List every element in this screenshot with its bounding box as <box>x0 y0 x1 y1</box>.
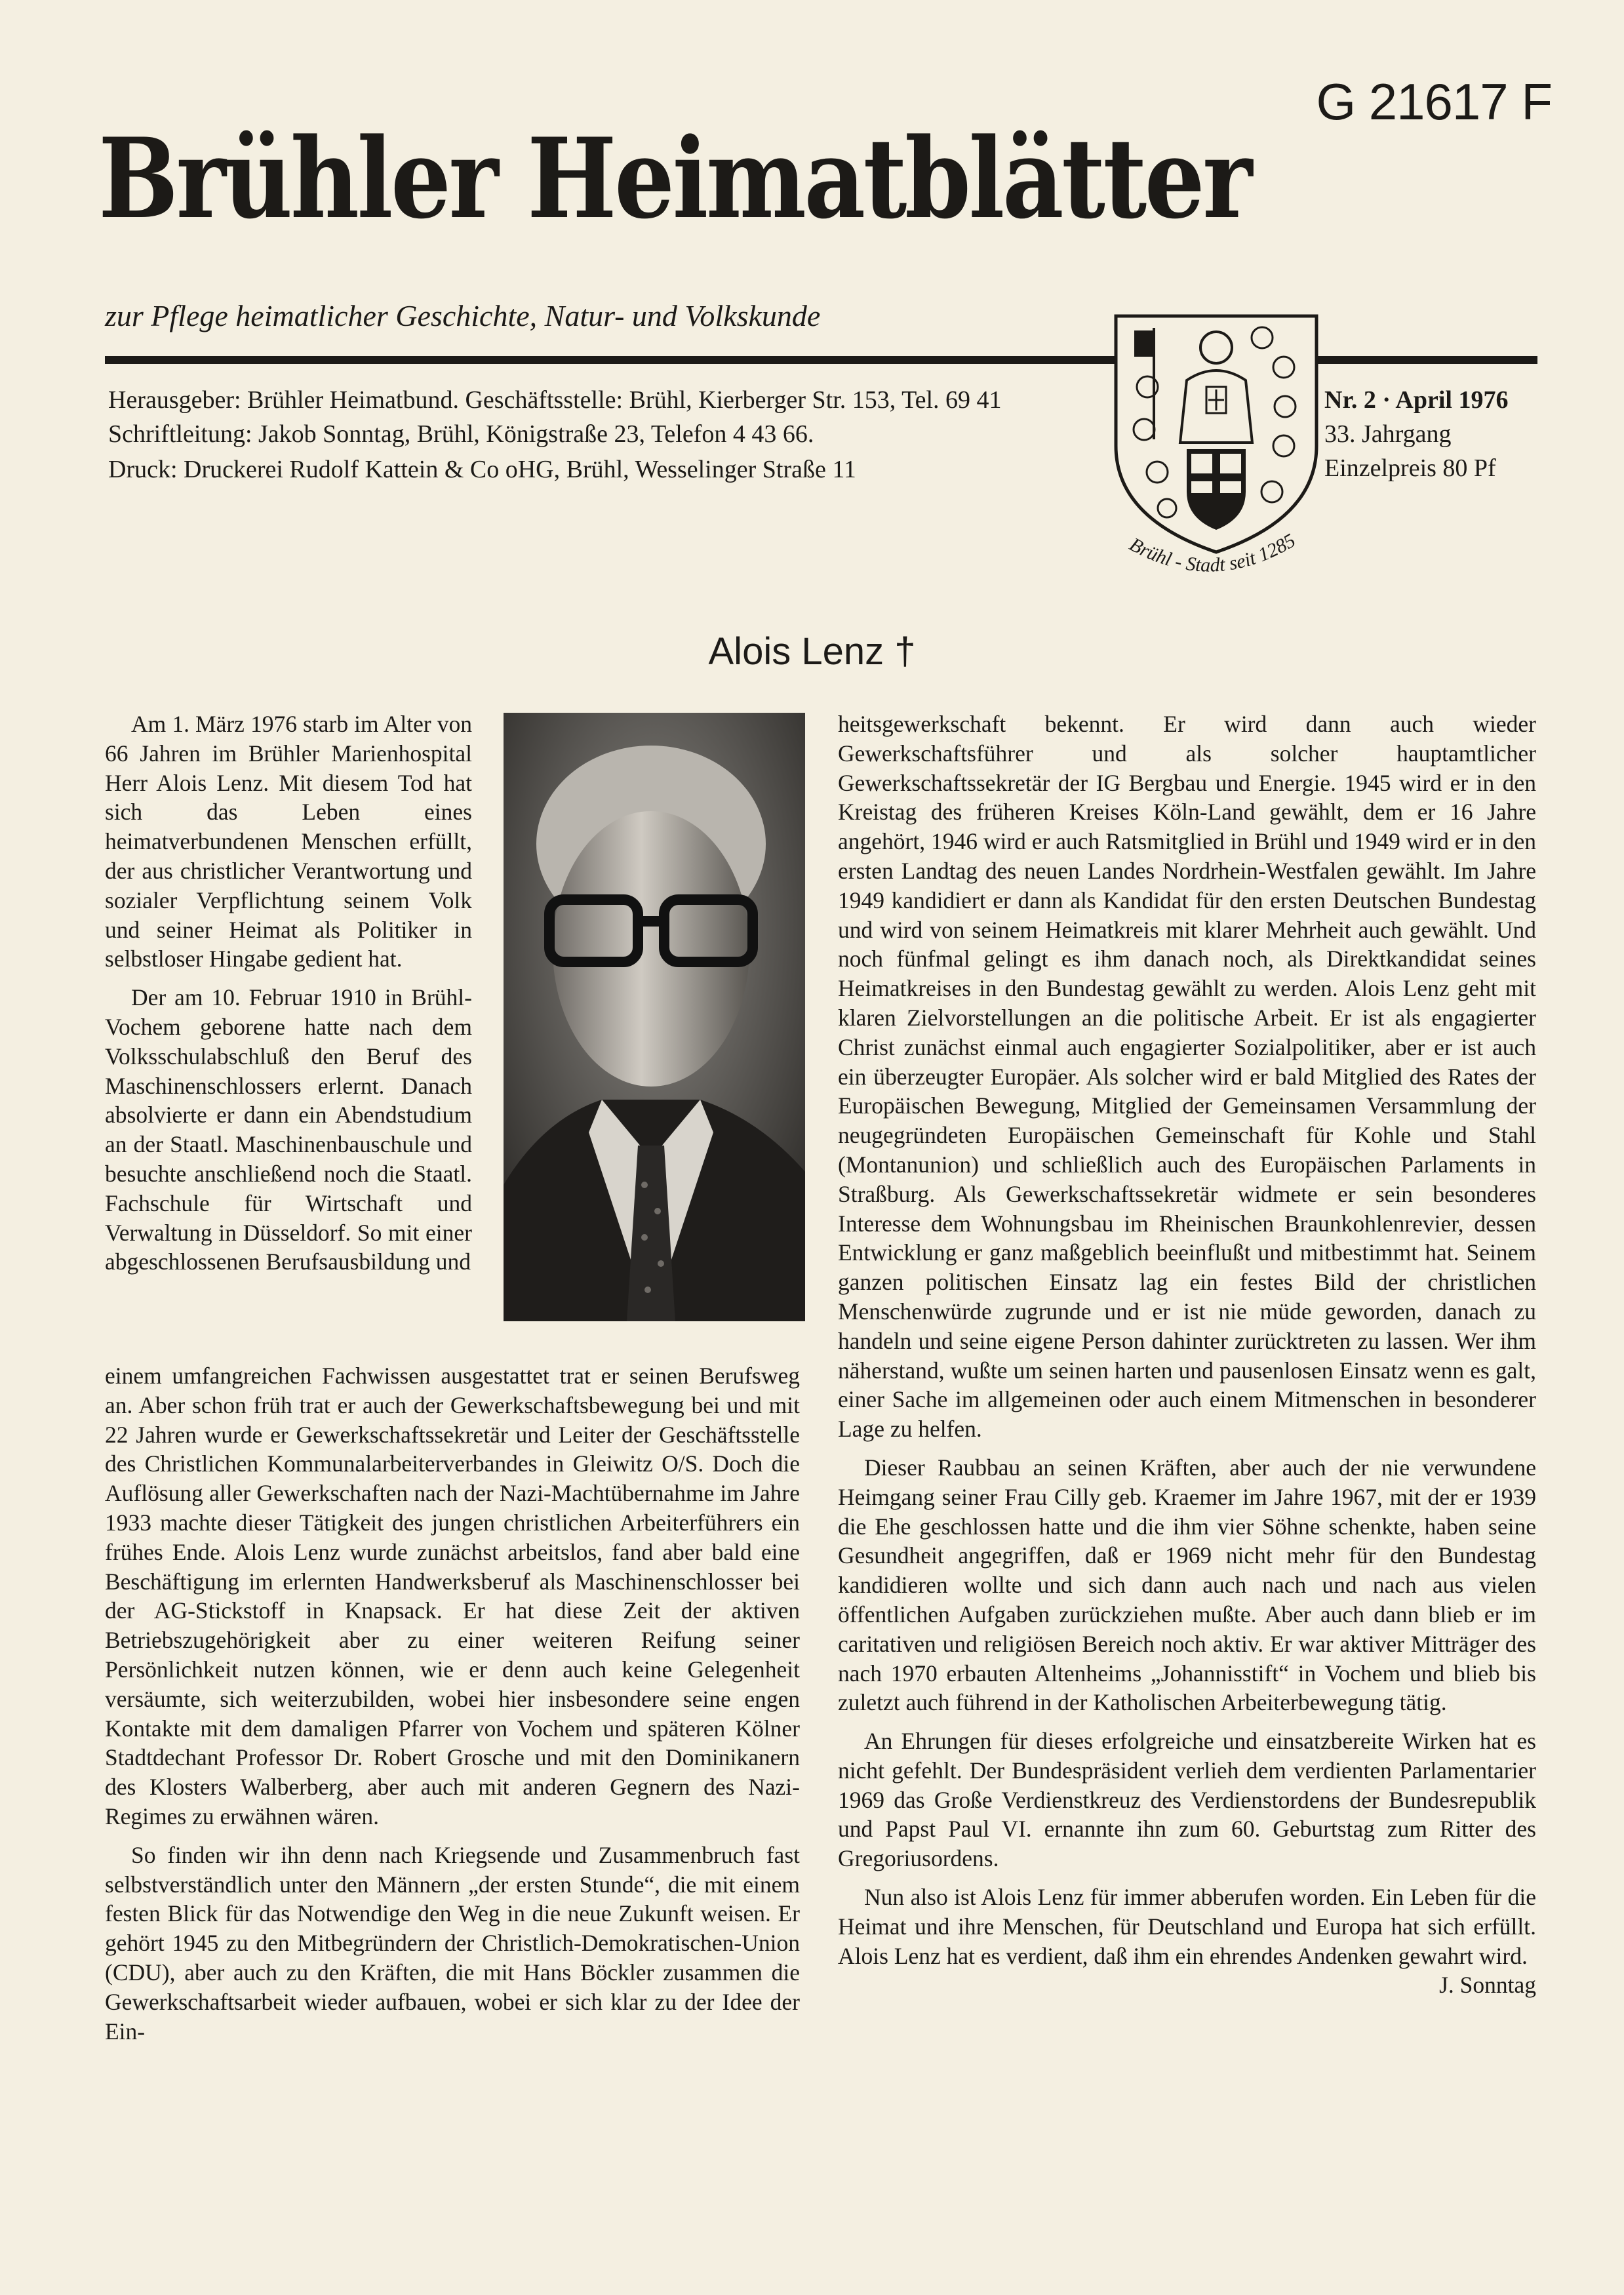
masthead-title: Brühler Heimatblätter <box>98 113 1250 243</box>
paragraph: Dieser Raubbau an seinen Kräften, aber auch der nie verwundene Heimgang seiner Frau Cilly geb. Kraemer im Jahre 1967, mit der er 1939 die Ehe geschlossen hatte und die ihm vier Söhne schenkte, haben seine Gesundheit angegriffen, daß er 1969 nicht mehr für den Bundestag kandidieren wollte und sich dann auch nach und nach aus vielen öffentlichen Aufgaben zurückziehen mußte. Aber auch dann blieb er im caritativen und religiösen Bereich noch aktiv. Er war aktiver Mitträger des nach 1970 erbauten Altenheims „Johannisstift“ in Vochem und blieb bis zuletzt auch führend in der Katholischen Arbeiterbewegung tätig. <box>838 1454 1536 1716</box>
imprint-printer: Druck: Druckerei Rudolf Kattein & Co oHG, Brühl, Wesselinger Straße 11 <box>108 456 856 483</box>
paragraph: heitsgewerkschaft bekennt. Er wird dann auch wieder Gewerkschaftsführer und als solcher hauptamtlicher Gewerkschaftssekretär der IG Bergbau und Energie. 1945 wird er in den Kreistag des früheren Kreises Köln-Land gewählt, dem er 16 Jahre angehört, 1946 wird er auch Ratsmitglied in Brühl und 1949 wird er in den ersten Landtag des neuen Landes Nordrhein-Westfalen gewählt. Im Jahre 1949 kandidiert er dann als Kandidat für den ersten Deutschen Bundestag und wird von seinem Heimatkreis mit klarer Mehrheit auch gewählt. Und noch fünfmal gelingt es ihm danach noch, als Direktkandidat seines Heimatkreises in den Bundestag gewählt zu werden. Alois Lenz geht mit klaren Zielvorstellungen an die politische Arbeit. Er ist als engagierter Christ zunächst einmal auch engagierter Sozialpolitiker, aber er ist auch ein überzeugter Europäer. Als solcher wird er bald Mitglied des Rates der Europäischen Bewegung, Mitglied der Gemeinsamen Versammlung der neugegründeten Europäischen Gemeinschaft für Kohle und Stahl (Montanunion) und schließlich auch des Europäischen Parlaments in Straßburg. Als Gewerkschaftssekretär widmete er sein besonderes Interesse dem Wohnungsbau im Rheinischen Braunkohlenrevier, dessen Entwicklung er ganz maßgeblich beeinflußt und mitbestimmt hat. Seinem ganzen politischen Einsatz lag ein festes Bild der christlichen Menschenwürde zugrunde und er ist nie müde geworden, danach zu handeln und seine eigene Person dahinter zurücktreten zu lassen. Wer ihm näherstand, wußte um seinen harten und pausenlosen Einsatz wenn es galt, einer Sache im allgemeinen oder auch einem Mitmenschen in besonderer Lage zu helfen. <box>838 711 1536 1443</box>
masthead-subtitle: zur Pflege heimatlicher Geschichte, Natur- und Volkskunde <box>105 299 821 332</box>
paragraph-text: Nun also ist Alois Lenz für immer abberufen worden. Ein Leben für die Heimat und ihre Menschen, für Deutschland und Europa hat sich erfüllt. Alois Lenz hat es verdient, daß ihm ein ehrendes Andenken gewahrt wird. <box>838 1884 1536 1969</box>
author-signature: J. Sonntag <box>1439 1972 1536 1999</box>
paragraph: einem umfangreichen Fachwissen ausgestattet trat er seinen Berufsweg an. Aber schon früh trat er auch der Gewerkschaftsbewegung bei und mit 22 Jahren wurde er Gewerkschaftssekretär und Leiter der Geschäftsstelle des Christlichen Kommunalarbeiterverbandes in Gleiwitz O/S. Doch die Auflösung aller Gewerkschaften nach der Nazi-Machtübernahme im Jahre 1933 machte dieser Tätigkeit des jungen christlichen Arbeiterführers ein frühes Ende. Alois Lenz wurde zunächst arbeitslos, fand aber bald eine Beschäftigung im erlernten Handwerksberuf als Maschinenschlosser bei der AG-Stickstoff in Knapsack. Er hat diese Zeit der aktiven Betriebszugehörigkeit aber zu einer weiteren Reifung seiner Persönlichkeit nutzen können, wie er denn auch keine Gelegenheit versäumte, sich weiterzubilden, wobei hier insbesondere seine engen Kontakte mit dem damaligen Pfarrer von Vochem und späteren Kölner Stadtdechant Professor Dr. Robert Grosche und mit den Dominikanern des Klosters Walberberg, aber auch mit anderen Gegnern des Nazi-Regimes zu erwähnen wären. <box>105 1363 800 1829</box>
issue-volume: 33. Jahrgang <box>1324 420 1452 448</box>
article-headline: Alois Lenz † <box>708 630 916 673</box>
paragraph: An Ehrungen für dieses erfolgreiche und einsatzbereite Wirken hat es nicht gefehlt. Der Bundespräsident verlieh dem verdienten Parlamentarier 1969 das Große Verdienstkreuz des Verdienstordens der Bundesrepublik und Papst Paul VI. ernannte ihn zum 60. Geburtstag zum Ritter des Gregoriusordens. <box>838 1728 1536 1872</box>
article-column-right <box>838 709 1536 2000</box>
paragraph: So finden wir ihn denn nach Kriegsende und Zusammenbruch fast selbstverständlich unter den Männern „der ersten Stunde“, die mit einem festen Blick für das Notwendige den Weg in die neue Zukunft weisen. Er gehört 1945 zu den Mitbegründern der Christlich-Demokratischen-Union (CDU), aber auch zu den Kräften, die mit Hans Böckler zusammen die Gewerkschaftsarbeit wieder aufbauen, wobei er sich klar zu der Idee der Ein- <box>105 1841 800 2045</box>
article-column-left-bottom <box>105 1361 800 2046</box>
masthead-rule-left <box>105 356 1118 364</box>
masthead-rule-right <box>1315 356 1537 364</box>
paragraph: Am 1. März 1976 starb im Alter von 66 Jahren im Brühler Marienhospital Herr Alois Lenz. Mit diesem Tod hat sich das Leben eines heimatverbundenen Menschen erfüllt, der aus christlicher Verantwortung und sozialer Verpflichtung seinem Volk und seiner Heimat als Politiker in selbstloser Hingabe gedient hat. <box>105 711 472 972</box>
registration-code: G 21617 F <box>1316 73 1552 130</box>
portrait-photo <box>504 713 805 1321</box>
issue-price: Einzelpreis 80 Pf <box>1324 454 1496 482</box>
imprint-editor: Schriftleitung: Jakob Sonntag, Brühl, Königstraße 23, Telefon 4 43 66. <box>108 420 814 448</box>
paragraph <box>838 1883 1536 1999</box>
paragraph: Der am 10. Februar 1910 in Brühl-Vochem geborene hatte nach dem Volksschulabschluß den Beruf des Maschinenschlossers erlernt. Danach absolvierte er dann ein Abendstudium an der Staatl. Maschinenbauschule und besuchte anschließend noch die Staatl. Fachschule für Wirtschaft und Verwaltung in Düsseldorf. So mit einer abgeschlossenen Berufsausbildung und <box>105 984 472 1275</box>
article-column-left-top <box>105 709 472 1277</box>
crest-motto: Brühl - Stadt seit 1285 <box>1126 529 1299 576</box>
issue-number: Nr. 2 · April 1976 <box>1324 386 1509 414</box>
city-crest-emblem <box>1108 308 1324 584</box>
imprint-publisher: Herausgeber: Brühler Heimatbund. Geschäftsstelle: Brühl, Kierberger Str. 153, Tel. 69 41 <box>108 386 1002 414</box>
